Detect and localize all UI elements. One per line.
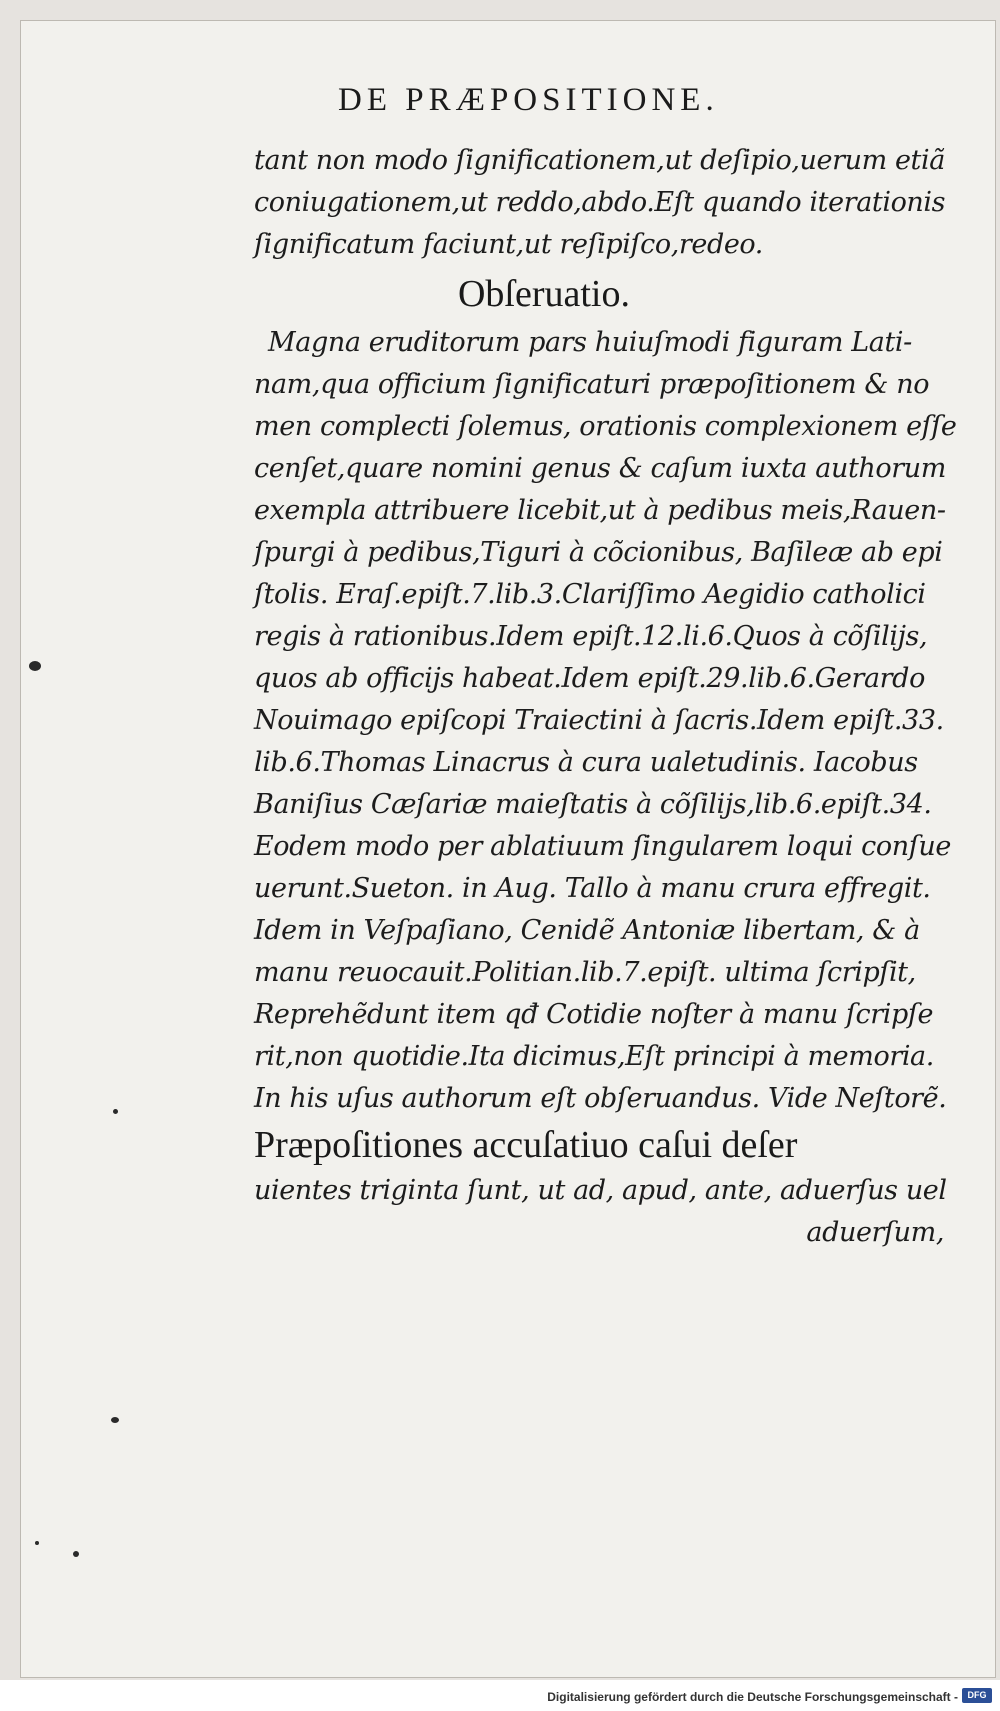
text-line: coniugationem,ut reddo,abdo.Eſt quando iterationis xyxy=(254,187,946,218)
ink-spot xyxy=(73,1551,79,1557)
text-line: manu reuocauit.Politian.lib.7.epiſt. ultima ſcripſit, xyxy=(254,957,916,988)
text-line: quos ab officijs habeat.Idem epiſt.29.lib.6.Gerardo xyxy=(254,663,925,694)
section-heading: Obſeruatio. xyxy=(457,273,630,315)
catchword: aduerſum, xyxy=(806,1217,944,1248)
ink-spot xyxy=(111,1417,119,1423)
text-line: lib.6.Thomas Linacrus à cura ualetudinis. Iacobus xyxy=(254,747,918,778)
text-line: Reprehẽdunt item qđ Cotidie noſter à manu ſcripſe xyxy=(254,999,934,1030)
footer-credit: Digitalisierung gefördert durch die Deutsche Forschungsgemeinschaft - xyxy=(547,1690,958,1704)
text-line: uientes triginta ſunt, ut ad, apud, ante, aduerſus uel xyxy=(254,1175,947,1206)
text-line: cenſet,quare nomini genus & caſum iuxta authorum xyxy=(254,453,946,484)
text-block xyxy=(254,140,957,1254)
text-line: Baniſius Cæſariæ maieſtatis à cõſilijs,lib.6.epiſt.34. xyxy=(254,789,932,820)
text-line: exempla attribuere licebit,ut à pedibus meis,Rauen- xyxy=(254,495,946,526)
text-line: Idem in Veſpaſiano, Cenidẽ Antoniæ libertam, & à xyxy=(254,915,920,946)
text-line: rit,non quotidie.Ita dicimus,Eſt principi à memoria. xyxy=(254,1041,934,1072)
text-line: ſignificatum faciunt,ut reſipiſco,redeo. xyxy=(254,229,763,260)
text-line: Magna eruditorum pars huiuſmodi figuram Lati- xyxy=(268,327,912,358)
text-line: Eodem modo per ablatiuum ſingularem loqui conſue xyxy=(254,831,951,862)
text-line: ſpurgi à pedibus,Tiguri à cõcionibus, Baſileæ ab epi xyxy=(254,537,943,568)
ink-spot xyxy=(29,661,41,671)
text-line: uerunt.Sueton. in Aug. Tallo à manu crura effregit. xyxy=(254,873,931,904)
text-line: ſtolis. Eraſ.epiſt.7.lib.3.Clariſſimo Aegidio catholici xyxy=(254,579,926,610)
text-line: men complecti ſolemus, orationis complexionem eſſe xyxy=(254,411,957,442)
roman-text-line: Præpoſitiones accuſatiuo caſui deſer xyxy=(254,1124,798,1166)
dfg-logo-icon: DFG xyxy=(962,1688,992,1703)
ink-spot xyxy=(113,1109,118,1114)
text-line: regis à rationibus.Idem epiſt.12.li.6.Quos à cõſilijs, xyxy=(254,621,928,652)
text-line: In his uſus authorum eſt obſeruandus. Vide Neſtorẽ. xyxy=(254,1083,947,1114)
running-head: DE PRÆPOSITIONE. xyxy=(338,82,719,118)
text-line: nam,qua officium ſignificaturi præpoſitionem & no xyxy=(254,369,930,400)
text-line: Nouimago epiſcopi Traiectini à ſacris.Idem epiſt.33. xyxy=(254,705,944,736)
ink-spot xyxy=(35,1541,39,1545)
text-line: tant non modo ſignificationem,ut deſipio,uerum etiã xyxy=(254,145,945,176)
